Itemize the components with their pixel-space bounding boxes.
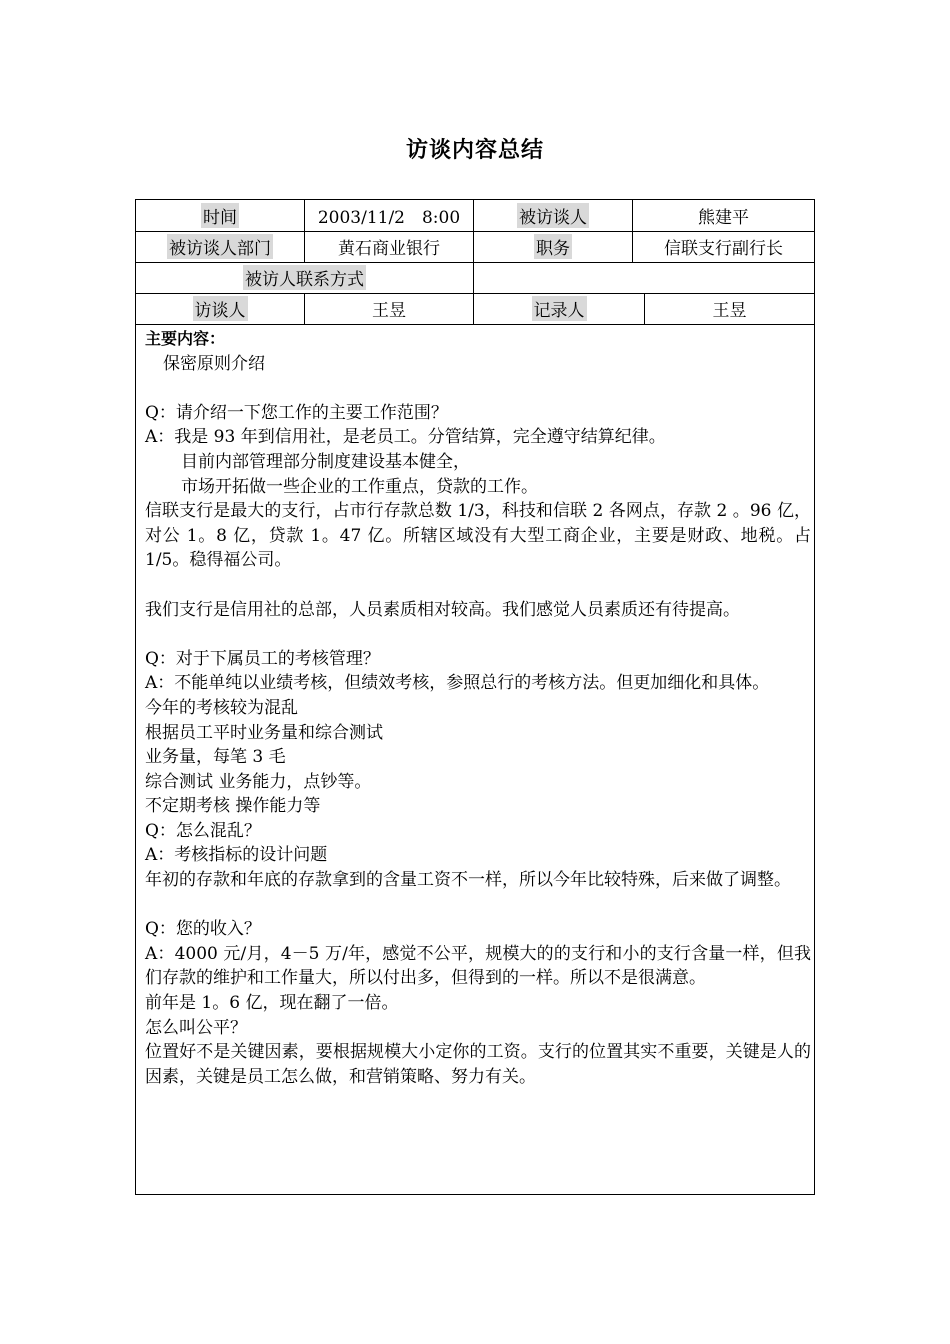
interviewer-label-cell — [136, 293, 305, 324]
content-line: 怎么叫公平？ — [145, 1017, 247, 1038]
time-value-cell — [305, 200, 474, 231]
time-label-cell — [136, 200, 305, 231]
interviewer-label: 访谈人 — [193, 296, 248, 321]
dept-label: 被访谈人部门 — [167, 234, 273, 259]
recorder-value: 王昱 — [712, 301, 747, 321]
content-line: 根据员工平时业务量和综合测试 — [145, 722, 383, 743]
recorder-label: 记录人 — [532, 296, 587, 321]
dept-value-cell — [305, 231, 474, 262]
position-label: 职务 — [534, 234, 572, 259]
recorder-value-cell — [645, 293, 814, 324]
contact-label-cell — [136, 262, 474, 293]
position-label-cell — [474, 231, 633, 262]
contact-value-cell — [474, 262, 814, 293]
row-interviewer — [136, 293, 814, 325]
content-line: 综合测试 业务能力，点钞等。 — [145, 771, 372, 792]
content-line: 年初的存款和年底的存款拿到的含量工资不一样，所以今年比较特殊，后来做了调整。 — [145, 870, 791, 891]
content-line: 我们支行是信用社的总部，人员素质相对较高。我们感觉人员素质还有待提高。 — [145, 599, 740, 620]
interviewee-value-cell — [633, 200, 814, 231]
content-line: 位置好不是关键因素，要根据规模大小定你的工资。支行的位置其实不重要，关键是人的因素，关键是员工怎么做，和营销策略、努力有关。 — [145, 1042, 811, 1087]
recorder-label-cell — [474, 293, 645, 324]
content-line: Q：对于下属员工的考核管理？ — [145, 648, 380, 669]
position-value-cell — [633, 231, 814, 262]
dept-label-cell — [136, 231, 305, 262]
content-line: A：我是 93 年到信用社，是老员工。分管结算，完全遵守结算纪律。 — [145, 427, 666, 448]
interviewee-label: 被访谈人 — [517, 203, 589, 228]
interviewee-label-cell — [474, 200, 633, 231]
interview-table — [135, 199, 815, 1195]
content-line: Q：您的收入？ — [145, 919, 261, 940]
content-line: A：考核指标的设计问题 — [145, 845, 328, 866]
interviewer-value-cell — [305, 293, 474, 324]
dept-value: 黄石商业银行 — [338, 239, 440, 259]
contact-label: 被访人联系方式 — [243, 265, 366, 290]
time-value: 2003/11/2 8:00 — [317, 208, 461, 228]
time-label: 时间 — [201, 203, 239, 228]
content-line: Q：怎么混乱？ — [145, 820, 261, 841]
content-line: 保密原则介绍 — [163, 353, 265, 374]
row-contact — [136, 262, 814, 294]
content-line: 不定期考核 操作能力等 — [145, 796, 321, 817]
content-line: 今年的考核较为混乱 — [145, 697, 298, 718]
page-title: 访谈内容总结 — [405, 138, 544, 163]
content-line: 市场开拓做一些企业的工作重点，贷款的工作。 — [181, 476, 538, 497]
content-line: 前年是 1。6 亿，现在翻了一倍。 — [145, 993, 399, 1014]
position-value: 信联支行副行长 — [664, 239, 783, 259]
content-line: 目前内部管理部分制度建设基本健全， — [181, 451, 470, 472]
interview-content — [145, 327, 811, 1089]
row-department — [136, 231, 814, 263]
content-heading: 主要内容： — [145, 329, 226, 348]
content-line: 信联支行是最大的支行，占市行存款总数 1/3，科技和信联 2 各网点，存款 2 。96 亿，对公 1。8 亿，贷款 1。47 亿。所辖区域没有大型工商企业，主要是财政、地税。占 1/5。稳得福公司。 — [145, 501, 811, 571]
row-time — [136, 200, 814, 232]
content-line: A：4000 元/月，4－5 万/年，感觉不公平，规模大的的支行和小的支行含量一样，但我们存款的维护和工作量大，所以付出多，但得到的一样。所以不是很满意。 — [145, 943, 811, 989]
interviewee-value: 熊建平 — [698, 208, 749, 228]
content-line: 业务量，每笔 3 毛 — [145, 747, 286, 768]
interviewer-value: 王昱 — [372, 301, 406, 321]
content-line: Q：请介绍一下您工作的主要工作范围？ — [145, 402, 448, 423]
content-line: A：不能单纯以业绩考核，但绩效考核，参照总行的考核方法。但更加细化和具体。 — [145, 673, 770, 694]
